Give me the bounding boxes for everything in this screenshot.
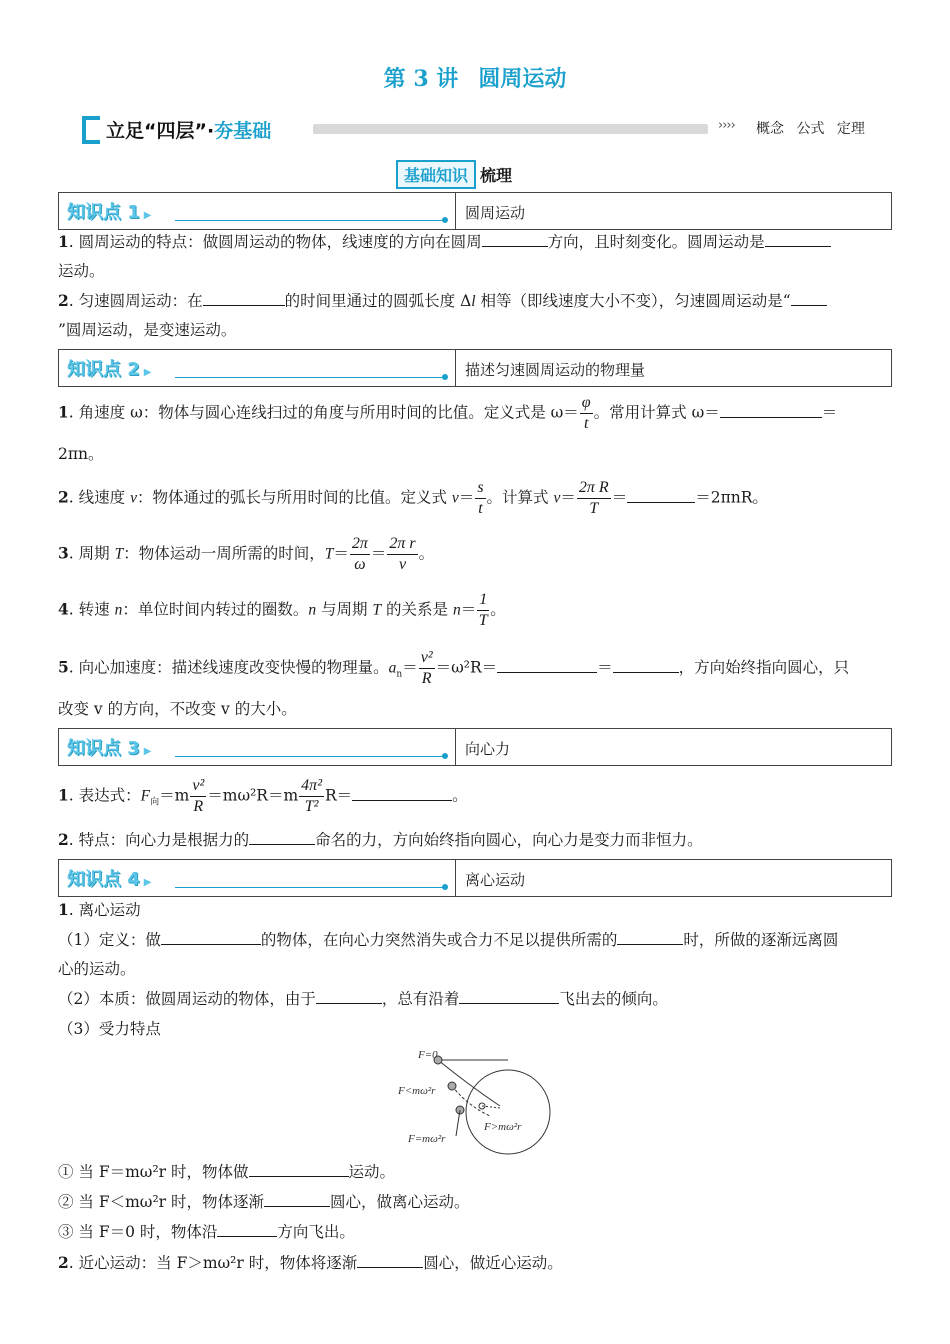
- kp4-case-1: ① 当 F＝mω²r 时，物体做 运动。: [58, 1160, 395, 1184]
- kp2-period: 3. 周期 T：物体运动一周所需的时间，T＝ $\frac{2\pi}{\omega}$ ＝ $\frac{\text{2π r}}{v}$ 。: [58, 535, 435, 573]
- knowledge-point-3-header: [58, 728, 892, 766]
- page-title: 第 3 讲 圆周运动: [383, 66, 567, 92]
- kp-title: 向心力: [465, 740, 511, 758]
- kp-title: 离心运动: [465, 871, 526, 889]
- kp4-essence: （2）本质：做圆周运动的物体，由于 ，总有沿着 飞出去的倾向。: [58, 987, 668, 1011]
- kp4-case-3: ③ 当 F＝0 时，物体沿 方向飞出。: [58, 1220, 355, 1244]
- knowledge-point-1-header: [58, 192, 892, 230]
- chevrons-icon: ››››: [718, 118, 735, 133]
- kp3-expression: 1. 表达式：$F_向=m$ $\frac{\text{v²}}{R}$ ＝mω²R＝m $\frac{\text{4π²}}{\text{T²}}$ R＝ 。: [58, 777, 468, 815]
- kp1-line-1: 1. 圆周运动的特点：做圆周运动的物体，线速度的方向在圆周 方向，且时刻变化。圆周运动是: [58, 230, 831, 254]
- banner-bracket-icon: [78, 114, 104, 146]
- kp1-line-3: 2. 匀速圆周运动：在 的时间里通过的圆弧长度 Δl 相等（即线速度大小不变），匀速圆周运动是“: [58, 289, 827, 314]
- kp2-angular-velocity-cont: 2πn。: [58, 445, 104, 463]
- kp-badge: 知识点 4 ▶: [67, 869, 152, 890]
- kp4-near-center: 2. 近心运动：当 F＞mω²r 时，物体将逐渐 圆心，做近心运动。: [58, 1253, 563, 1272]
- knowledge-point-2-header: [58, 349, 892, 387]
- centrifugal-diagram: [390, 1046, 560, 1158]
- label-f-less: F<mω²r: [398, 1085, 436, 1097]
- label-f-equal: F=mω²r: [408, 1133, 446, 1145]
- knowledge-point-4-header: [58, 859, 892, 897]
- banner-bar: [313, 124, 708, 134]
- label-f-greater: F>mω²r: [484, 1121, 522, 1133]
- kp2-centripetal-accel: 5. 向心加速度：描述线速度改变快慢的物理量。$a_n=$ $\frac{\text{v²}}{R}$ ＝ω²R＝ ＝ ，方向始终指向圆心，只: [58, 649, 850, 687]
- kp2-centripetal-accel-cont: 改变 v 的方向，不改变 v 的大小。: [58, 700, 297, 718]
- kp1-line-4: ”圆周运动，是变速运动。: [58, 321, 237, 339]
- label-f-zero: F=0: [418, 1049, 438, 1061]
- kp2-angular-velocity: 1. 角速度 ω：物体与圆心连线扫过的角度与所用时间的比值。定义式是 ω＝ $\frac{\varphi}{t}$ 。常用计算式 ω＝ ＝: [58, 394, 838, 432]
- kp-badge: 知识点 1 ▶: [67, 202, 152, 223]
- kp4-definition-cont: 心的运动。: [58, 960, 136, 978]
- kp-title: 描述匀速圆周运动的物理量: [465, 361, 646, 379]
- kp4-case-2: ② 当 F＜mω²r 时，物体逐渐 圆心，做离心运动。: [58, 1190, 470, 1214]
- kp4-definition: （1）定义：做 的物体，在向心力突然消失或合力不足以提供所需的 时，所做的逐渐远离圆: [58, 928, 838, 952]
- kp3-feature: 2. 特点：向心力是根据力的 命名的力，方向始终指向圆心，向心力是变力而非恒力。: [58, 830, 703, 849]
- kp4-force-features: （3）受力特点: [58, 1020, 161, 1038]
- kp-badge: 知识点 3 ▶: [67, 738, 152, 759]
- kp4-heading: 1. 离心运动: [58, 900, 141, 919]
- kp-badge: 知识点 2 ▶: [67, 359, 152, 380]
- banner-keywords: 概念 公式 定理: [756, 121, 865, 137]
- kp-title: 圆周运动: [465, 204, 526, 222]
- subsection-heading: 基础知识 梳理: [396, 160, 512, 188]
- kp2-rotation-speed: 4. 转速 n：单位时间内转过的圈数。n 与周期 T 的关系是 n＝ $\frac{1}{T}$ 。: [58, 591, 506, 629]
- kp1-line-2: 运动。: [58, 262, 105, 280]
- kp2-linear-velocity: 2. 线速度 v：物体通过的弧长与所用时间的比值。定义式 v＝ $\frac{s}{t}$ 。计算式 v＝ $\frac{\text{2π R}}{T}$ ＝ ＝2πnR。: [58, 479, 768, 517]
- section-banner: [78, 112, 898, 148]
- banner-label: 立足“四层”·夯基础: [106, 120, 272, 142]
